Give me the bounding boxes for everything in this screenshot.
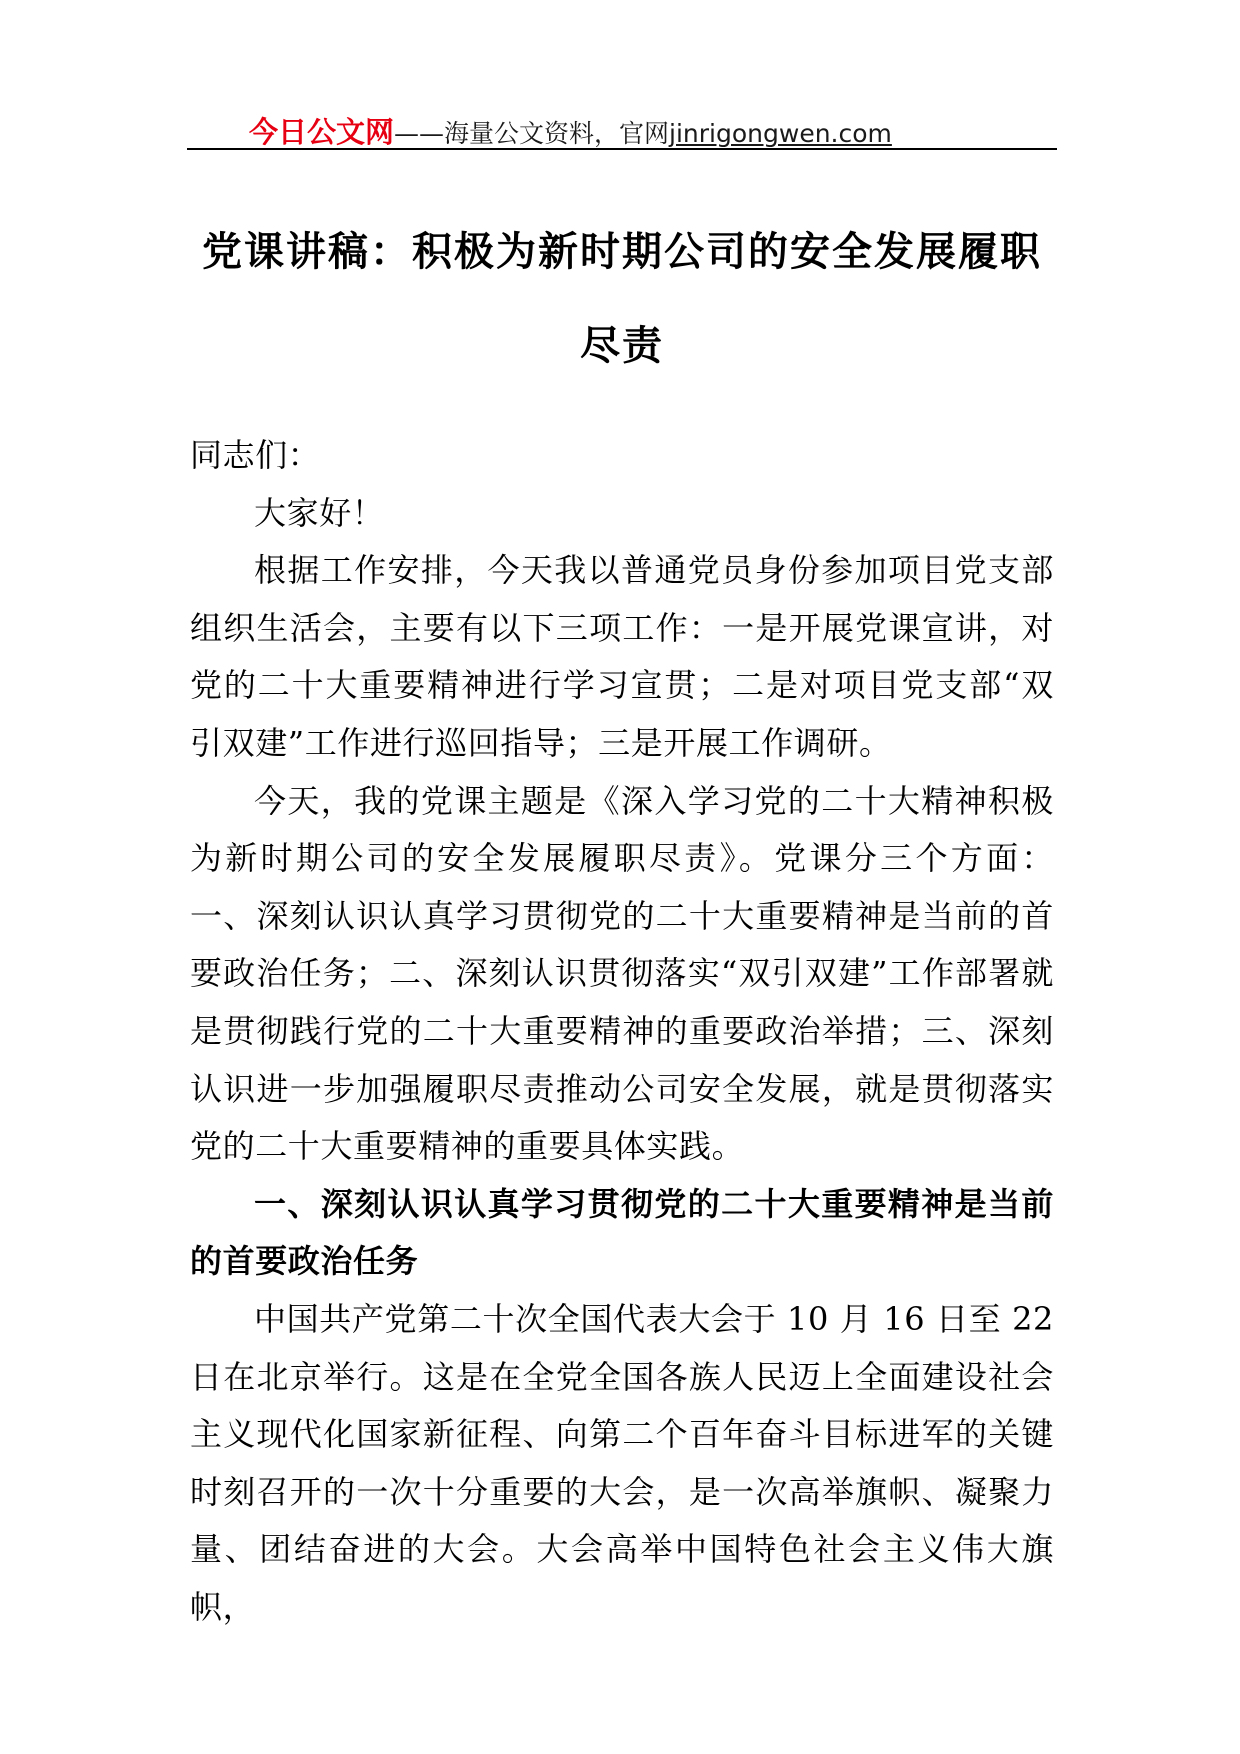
paragraph: 中国共产党第二十次全国代表大会于 10 月 16 日至 22 日在北京举行。这是在全党全国各族人民迈上全面建设社会主义现代化国家新征程、向第二个百年奋斗目标进军的关键时刻召开的一次十分重要的大会，是一次高举旗帜、凝聚力量、团结奋进的大会。大会高举中国特色社会主义伟大旗帜，: [190, 1299, 1054, 1626]
site-header: [187, 100, 1057, 150]
greeting: 大家好！: [254, 493, 385, 532]
salutation: 同志们：: [190, 436, 321, 474]
document-body: [190, 427, 1054, 1636]
document-title: 党课讲稿：积极为新时期公司的安全发展履职尽责: [202, 228, 1042, 369]
paragraph: 今天，我的党课主题是《深入学习党的二十大精神积极为新时期公司的安全发展履职尽责》。党课分三个方面：一、深刻认识认真学习贯彻党的二十大重要精神是当前的首要政治任务；二、深刻认识贯彻落实“双引双建”工作部署就是贯彻践行党的二十大重要精神的重要政治举措；三、深刻认识进一步加强履职尽责推动公司安全发展，就是贯彻落实党的二十大重要精神的重要具体实践。: [190, 781, 1054, 1166]
header-line: [249, 110, 892, 151]
paragraph: 根据工作安排，今天我以普通党员身份参加项目党支部组织生活会，主要有以下三项工作：一是开展党课宣讲，对党的二十大重要精神进行学习宣贯；二是对项目党支部“双引双建”工作进行巡回指导；三是开展工作调研。: [190, 551, 1054, 762]
section-heading: 一、深刻认识认真学习贯彻党的二十大重要精神是当前的首要政治任务: [190, 1184, 1054, 1281]
site-link[interactable]: jinrigongwen.com: [669, 119, 892, 148]
header-tagline: ——海量公文资料，官网: [394, 119, 670, 148]
brand-name[interactable]: 今日公文网: [249, 115, 395, 149]
